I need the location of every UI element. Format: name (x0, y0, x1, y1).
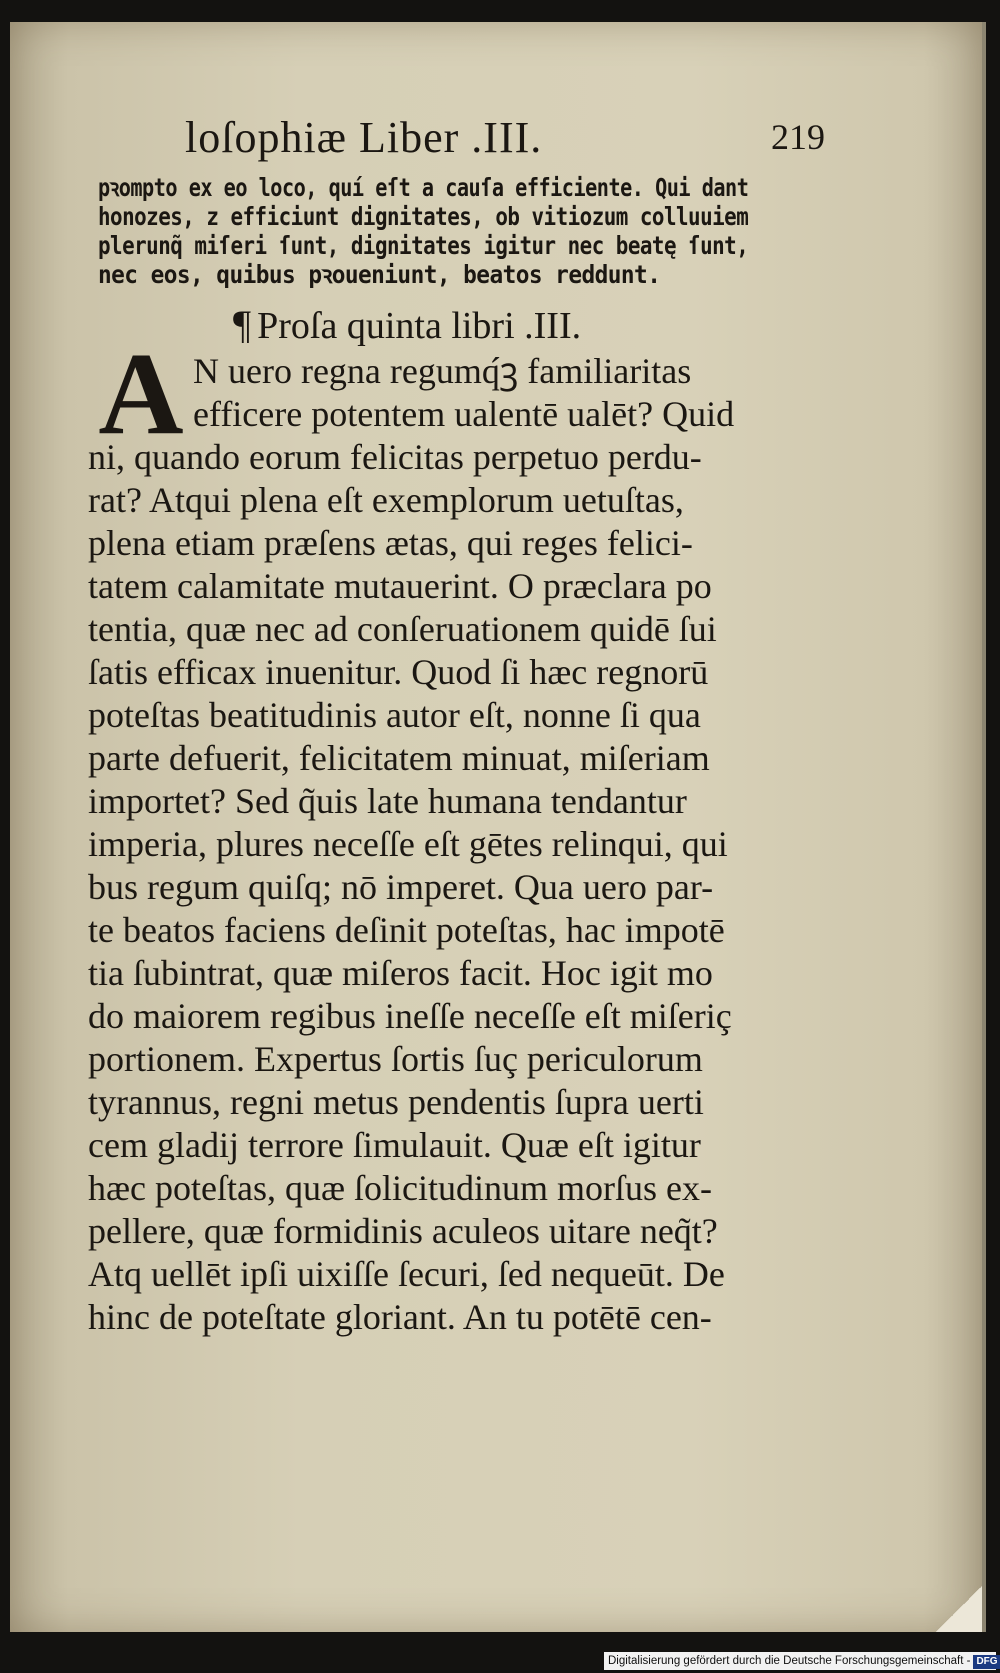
text-line: importet? Sed q̃uis late humana tendantur (88, 781, 687, 821)
folded-corner (936, 1586, 982, 1632)
section-heading (233, 301, 793, 349)
text-line: te beatos faciens deſinit poteſtas, hac impotē (88, 910, 725, 950)
running-head-title: loſophiæ Liber .III. (185, 113, 543, 162)
text-line: parte defuerit, felicitatem minuat, miſeriam (88, 738, 710, 778)
text-line: poteſtas beatitudinis autor eſt, nonne ſi qua (88, 695, 701, 735)
credit-text: Digitalisierung gefördert durch die Deutsche Forschungsgemeinschaft - (608, 1655, 971, 1667)
text-line: tentia, quæ nec ad conſeruationem quidē ſui (88, 609, 717, 649)
text-line: pellere, quæ formidinis aculeos uitare neq̃t? (88, 1211, 718, 1251)
drop-initial: A (98, 328, 184, 459)
text-line: N uero regna regumq́ꝫ familiaritas (193, 351, 692, 391)
text-line: Atq uellēt ipſi uixiſſe ſecuri, ſed nequeūt. De (88, 1254, 725, 1294)
text-line: imperia, plures neceſſe eſt gētes relinqui, qui (88, 824, 728, 864)
dfg-logo: DFG (973, 1655, 1000, 1669)
gothic-line: plerunq̃ miſeri ſunt, dignitates igitur nec beatę ſunt, (98, 231, 749, 260)
gothic-line: nec eos, quibus pꝛoueniunt, beatos reddunt. (98, 260, 661, 289)
section-heading-text: Proſa quinta libri .III. (257, 305, 582, 347)
text-line: hinc de poteſtate gloriant. An tu potētē cen- (88, 1297, 712, 1337)
text-line: hæc poteſtas, quæ ſolicitudinum morſus ex- (88, 1168, 712, 1208)
text-line: ni, quando eorum felicitas perpetuo perdu- (88, 437, 702, 477)
body-text (88, 350, 804, 1339)
text-line: do maiorem regibus ineſſe neceſſe eſt miſeriç (88, 996, 732, 1036)
text-line: tatem calamitate mutauerint. O præclara po (88, 566, 712, 606)
text-line: tyrannus, regni metus pendentis ſupra uerti (88, 1082, 704, 1122)
text-line: tia ſubintrat, quæ miſeros facit. Hoc igit mo (88, 953, 713, 993)
text-line: portionem. Expertus ſortis ſuç periculorum (88, 1039, 703, 1079)
page-number: 219 (771, 117, 825, 157)
gothic-line: pꝛompto ex eo loco, quí eſt a cauſa efficiente. Qui dant (98, 173, 749, 202)
text-line: ſatis efficax inuenitur. Quod ſi hæc regnorū (88, 652, 709, 692)
text-line: plena etiam præſens ætas, qui reges felici- (88, 523, 693, 563)
pilcrow-icon: ¶ (233, 302, 252, 347)
text-line: efficere potentem ualentē ualēt? Quid (193, 394, 735, 434)
digitization-credit (604, 1652, 996, 1670)
running-head (185, 112, 825, 172)
gothic-passage (98, 173, 798, 289)
text-line: cem gladij terrore ſimulauit. Quæ eſt igitur (88, 1125, 701, 1165)
gothic-line: honozes, z efficiunt dignitates, ob vitiozum colluuiem (98, 202, 749, 231)
text-line: rat? Atqui plena eſt exemplorum uetuſtas, (88, 480, 684, 520)
text-line: bus regum quiſq; nō imperet. Qua uero par- (88, 867, 714, 907)
